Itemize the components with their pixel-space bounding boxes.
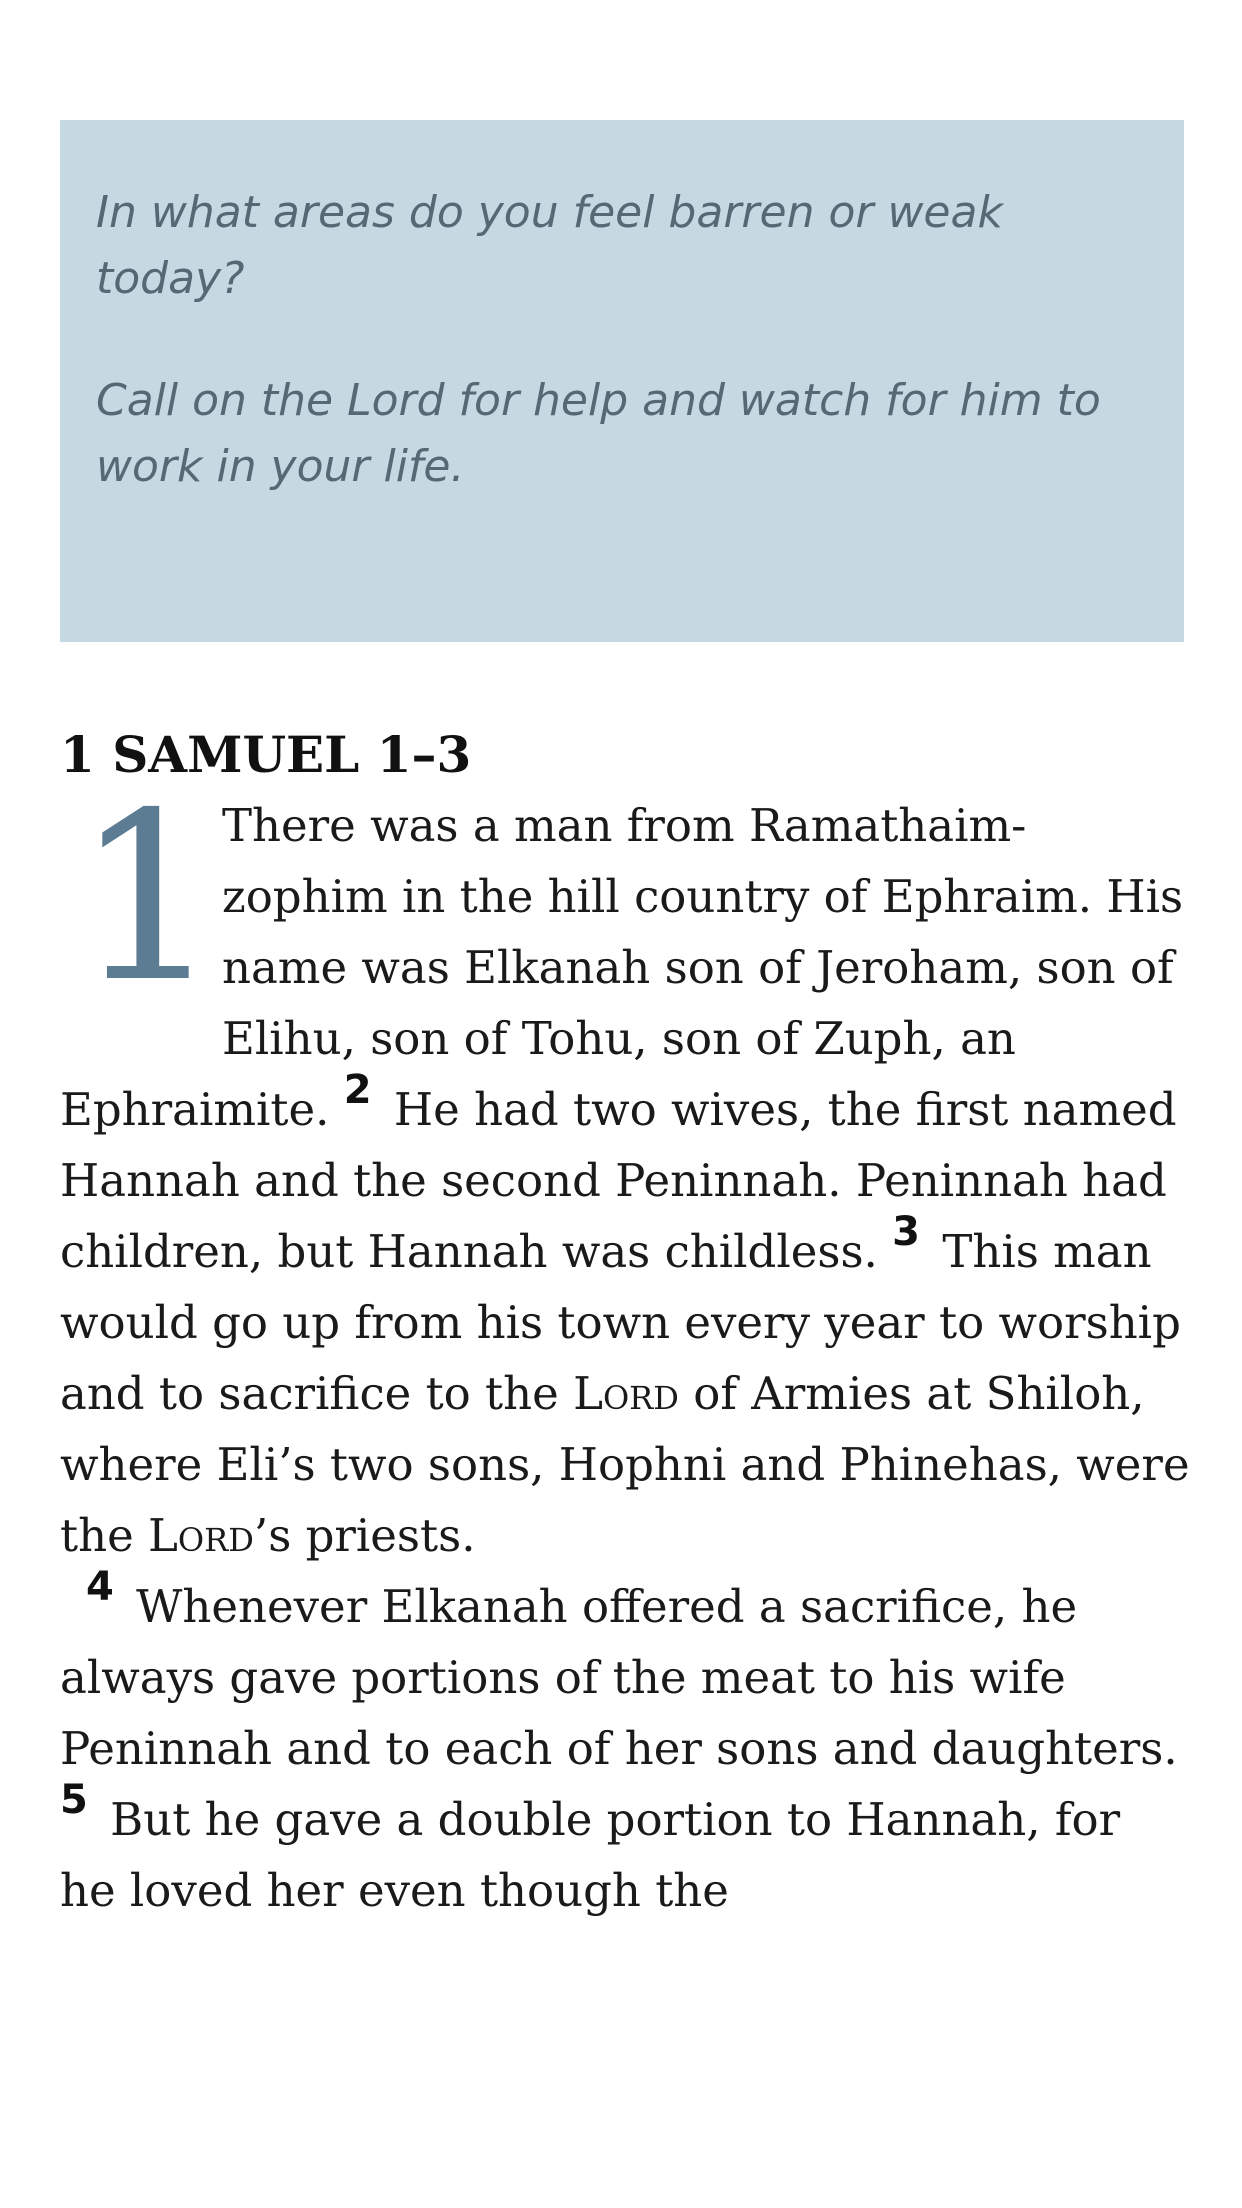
divine-name-lord: Lord <box>573 1367 679 1420</box>
verse-1-text: There was a man from Ramathaim-zophim in the hill country of Ephraim. His name was Elkanah son of Jeroham, son of Elihu, son of Tohu, son of Zuph, an Ephraimite. <box>60 799 1184 1136</box>
reading-heading: 1 SAMUEL 1–3 <box>60 725 472 784</box>
divine-name-lord: Lord <box>148 1509 254 1562</box>
verse-number-2: 2 <box>343 1067 372 1113</box>
paragraph-1 <box>60 763 1190 1571</box>
verse-number-3: 3 <box>892 1209 921 1255</box>
reflection-question: In what areas do you feel barren or weak today? <box>96 187 1003 304</box>
paragraph-2 <box>60 1564 1190 1926</box>
reflection-prompt: Call on the Lord for help and watch for him to work in your life. <box>96 375 1101 492</box>
reflection-callout <box>60 120 1184 642</box>
verse-4-text: Whenever Elkanah offered a sacrifice, he always gave portions of the meat to his wife Peninnah and to each of her sons and daughters. <box>60 1580 1178 1775</box>
chapter-number: 1 <box>74 763 222 1033</box>
scripture-reading <box>60 722 1190 1926</box>
verse-number-5: 5 <box>60 1777 88 1823</box>
verse-2-text: He had two wives, the first named Hannah and the second Peninnah. Peninnah had children, but Hannah was childless. <box>60 1083 1177 1278</box>
verse-3-text-a: This man would go up from his town every year to worship and to sacrifice to the <box>60 1225 1181 1420</box>
verse-5-text: But he gave a double portion to Hannah, for he loved her even though the <box>60 1793 1121 1917</box>
verse-3-text-b: of Armies at Shiloh, where Eli’s two sons, Hophni and Phinehas, were the <box>60 1367 1190 1562</box>
verse-number-4: 4 <box>86 1564 114 1610</box>
verse-3-text-c: ’s priests. <box>253 1509 476 1562</box>
